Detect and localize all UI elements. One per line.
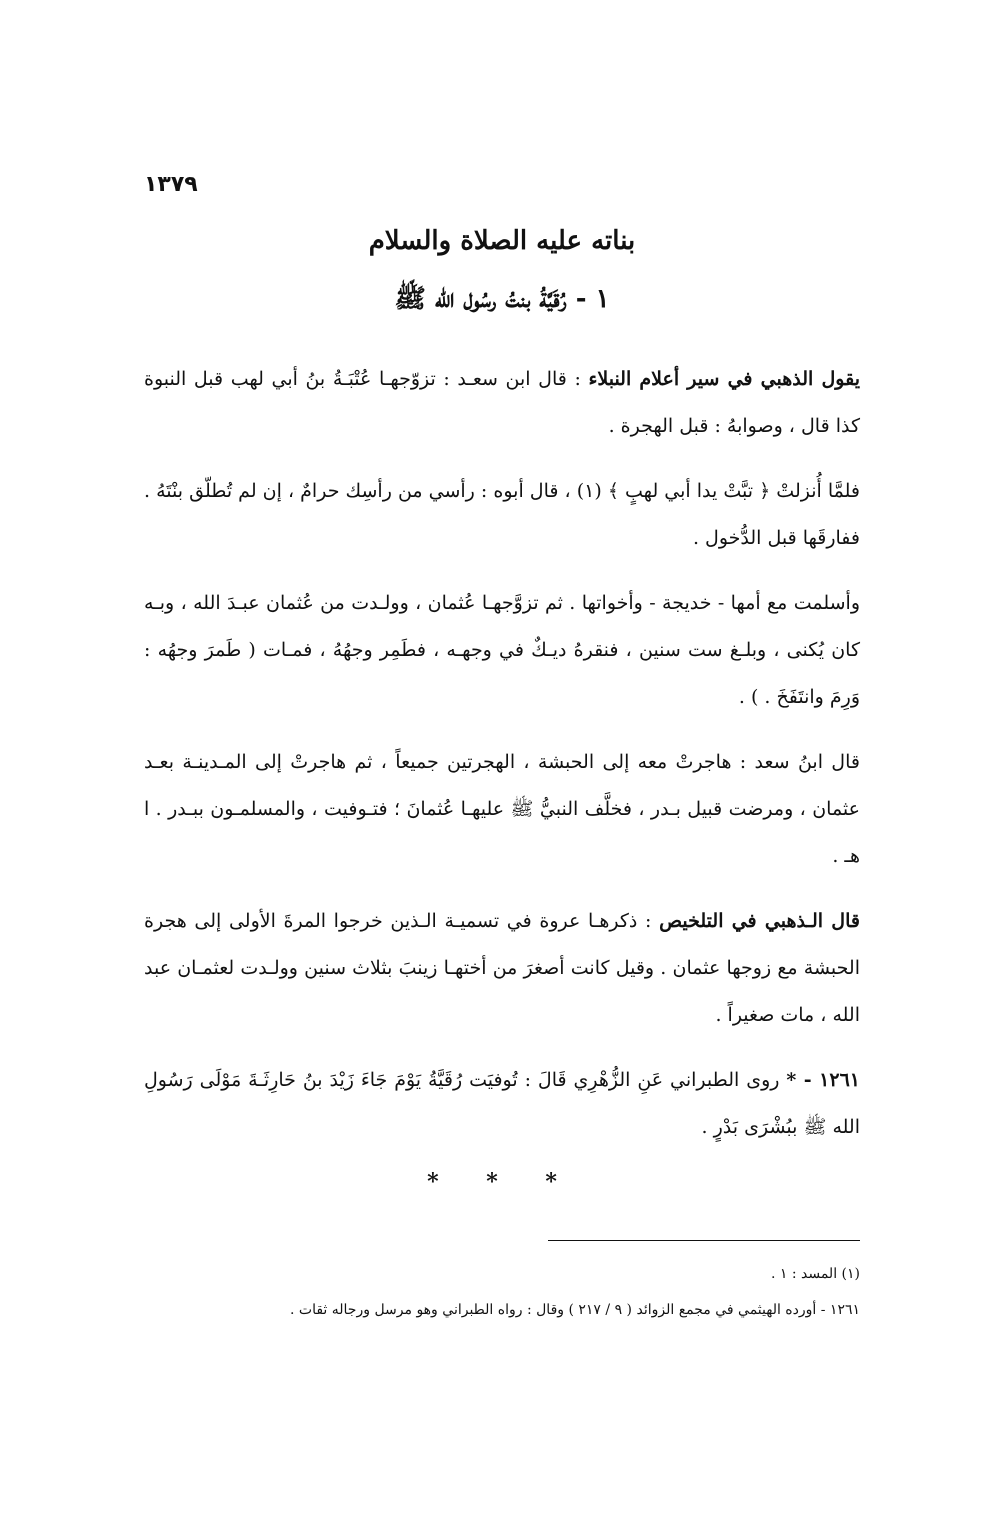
paragraph-lead: يقول الذهبي في سير أعلام النبلاء bbox=[588, 368, 860, 390]
hadith-text: روى الطبراني عَنِ الزُّهْرِي قَالَ : تُوفيَت رُقَيَّةُ يَوْمَ جَاءَ زَيْدَ بنُ حَارِثَـةَ مَوْلَى رَسُولِ الله ﷺ ببُشْرَى بَدْرٍ . bbox=[144, 1069, 860, 1138]
paragraph-2 bbox=[144, 468, 860, 562]
hadith-1261 bbox=[144, 1057, 860, 1151]
footnote-1261: ١٢٦١ - أورده الهيثمي في مجمع الزوائد ( ٩ / ٢١٧ ) وقال : رواه الطبراني وهو مرسل ورجاله ثقات . bbox=[290, 1302, 860, 1318]
paragraph-text: قال ابنُ سعد : هاجرتْ معه إلى الحبشة ، الهجرتين جميعاً ، ثم هاجرتْ إلى المـدينـة بعـد عثمان ، ومرضت قبيل بـدر ، فخلَّف النبيُّ ﷺ عليهـا عُثمانَ ؛ فتـوفيت ، والمسلمـون ببـدر . ا هـ . bbox=[144, 751, 860, 867]
paragraph-3 bbox=[144, 580, 860, 721]
paragraph-5 bbox=[144, 898, 860, 1039]
paragraph-text: : ذكرهـا عروة في تسميـة الـذين خرجوا المرةَ الأولى إلى هجرة الحبشة مع زوجها عثمان . وقيل كانت أصغرَ من أختهـا زينبَ بثلاث سنين وولـدت لعثمـان عبد الله ، مات صغيراً . bbox=[144, 910, 860, 1026]
paragraph-text: فلمَّا أُنزلتْ ﴿ تبَّتْ يدا أبي لهبٍ ﴾ (١) ، قال أبوه : رأسي من رأسِك حرامٌ ، إن لم تُطلّق بنْتَهُ . ففارقَها قبل الدُّخول . bbox=[144, 480, 861, 549]
chapter-subtitle: ١ - رُقَيَّةُ بنتُ رسُول الله ﷺ bbox=[394, 284, 610, 314]
paragraph-text: : قال ابن سعـد : تزوّجهـا عُتْبَـةُ بنُ أبي لهب قبل النبوة كذا قال ، وصوابهُ : قبل الهجرة . bbox=[144, 368, 860, 437]
paragraph-text: وأسلمت مع أمها - خديجة - وأخواتها . ثم تزوَّجهـا عُثمان ، وولـدت من عُثمان عبـدَ الله ، وبـه كان يُكنى ، وبلـغ ست سنين ، فنقرهُ ديـكٌ في وجهـه ، فطَمِر وجهُهُ ، فمـات ( طَمرَ وجهُه : وَرِمَ وانتَفَخَ . ) . bbox=[144, 592, 860, 708]
body-text bbox=[144, 356, 860, 1195]
footnote-divider bbox=[548, 1240, 860, 1241]
paragraph-lead: قال الـذهبي في التلخيص bbox=[659, 910, 860, 932]
hadith-number: ١٢٦١ - * bbox=[786, 1069, 860, 1091]
paragraph-1 bbox=[144, 356, 860, 450]
page-number: ١٣٧٩ bbox=[144, 172, 198, 197]
footnotes bbox=[144, 1256, 860, 1328]
paragraph-4 bbox=[144, 739, 860, 880]
section-title: بناته عليه الصلاة والسلام bbox=[368, 226, 636, 256]
footnote-1: (١) المسد : ١ . bbox=[770, 1266, 860, 1282]
section-separator: * * * bbox=[427, 1169, 577, 1195]
